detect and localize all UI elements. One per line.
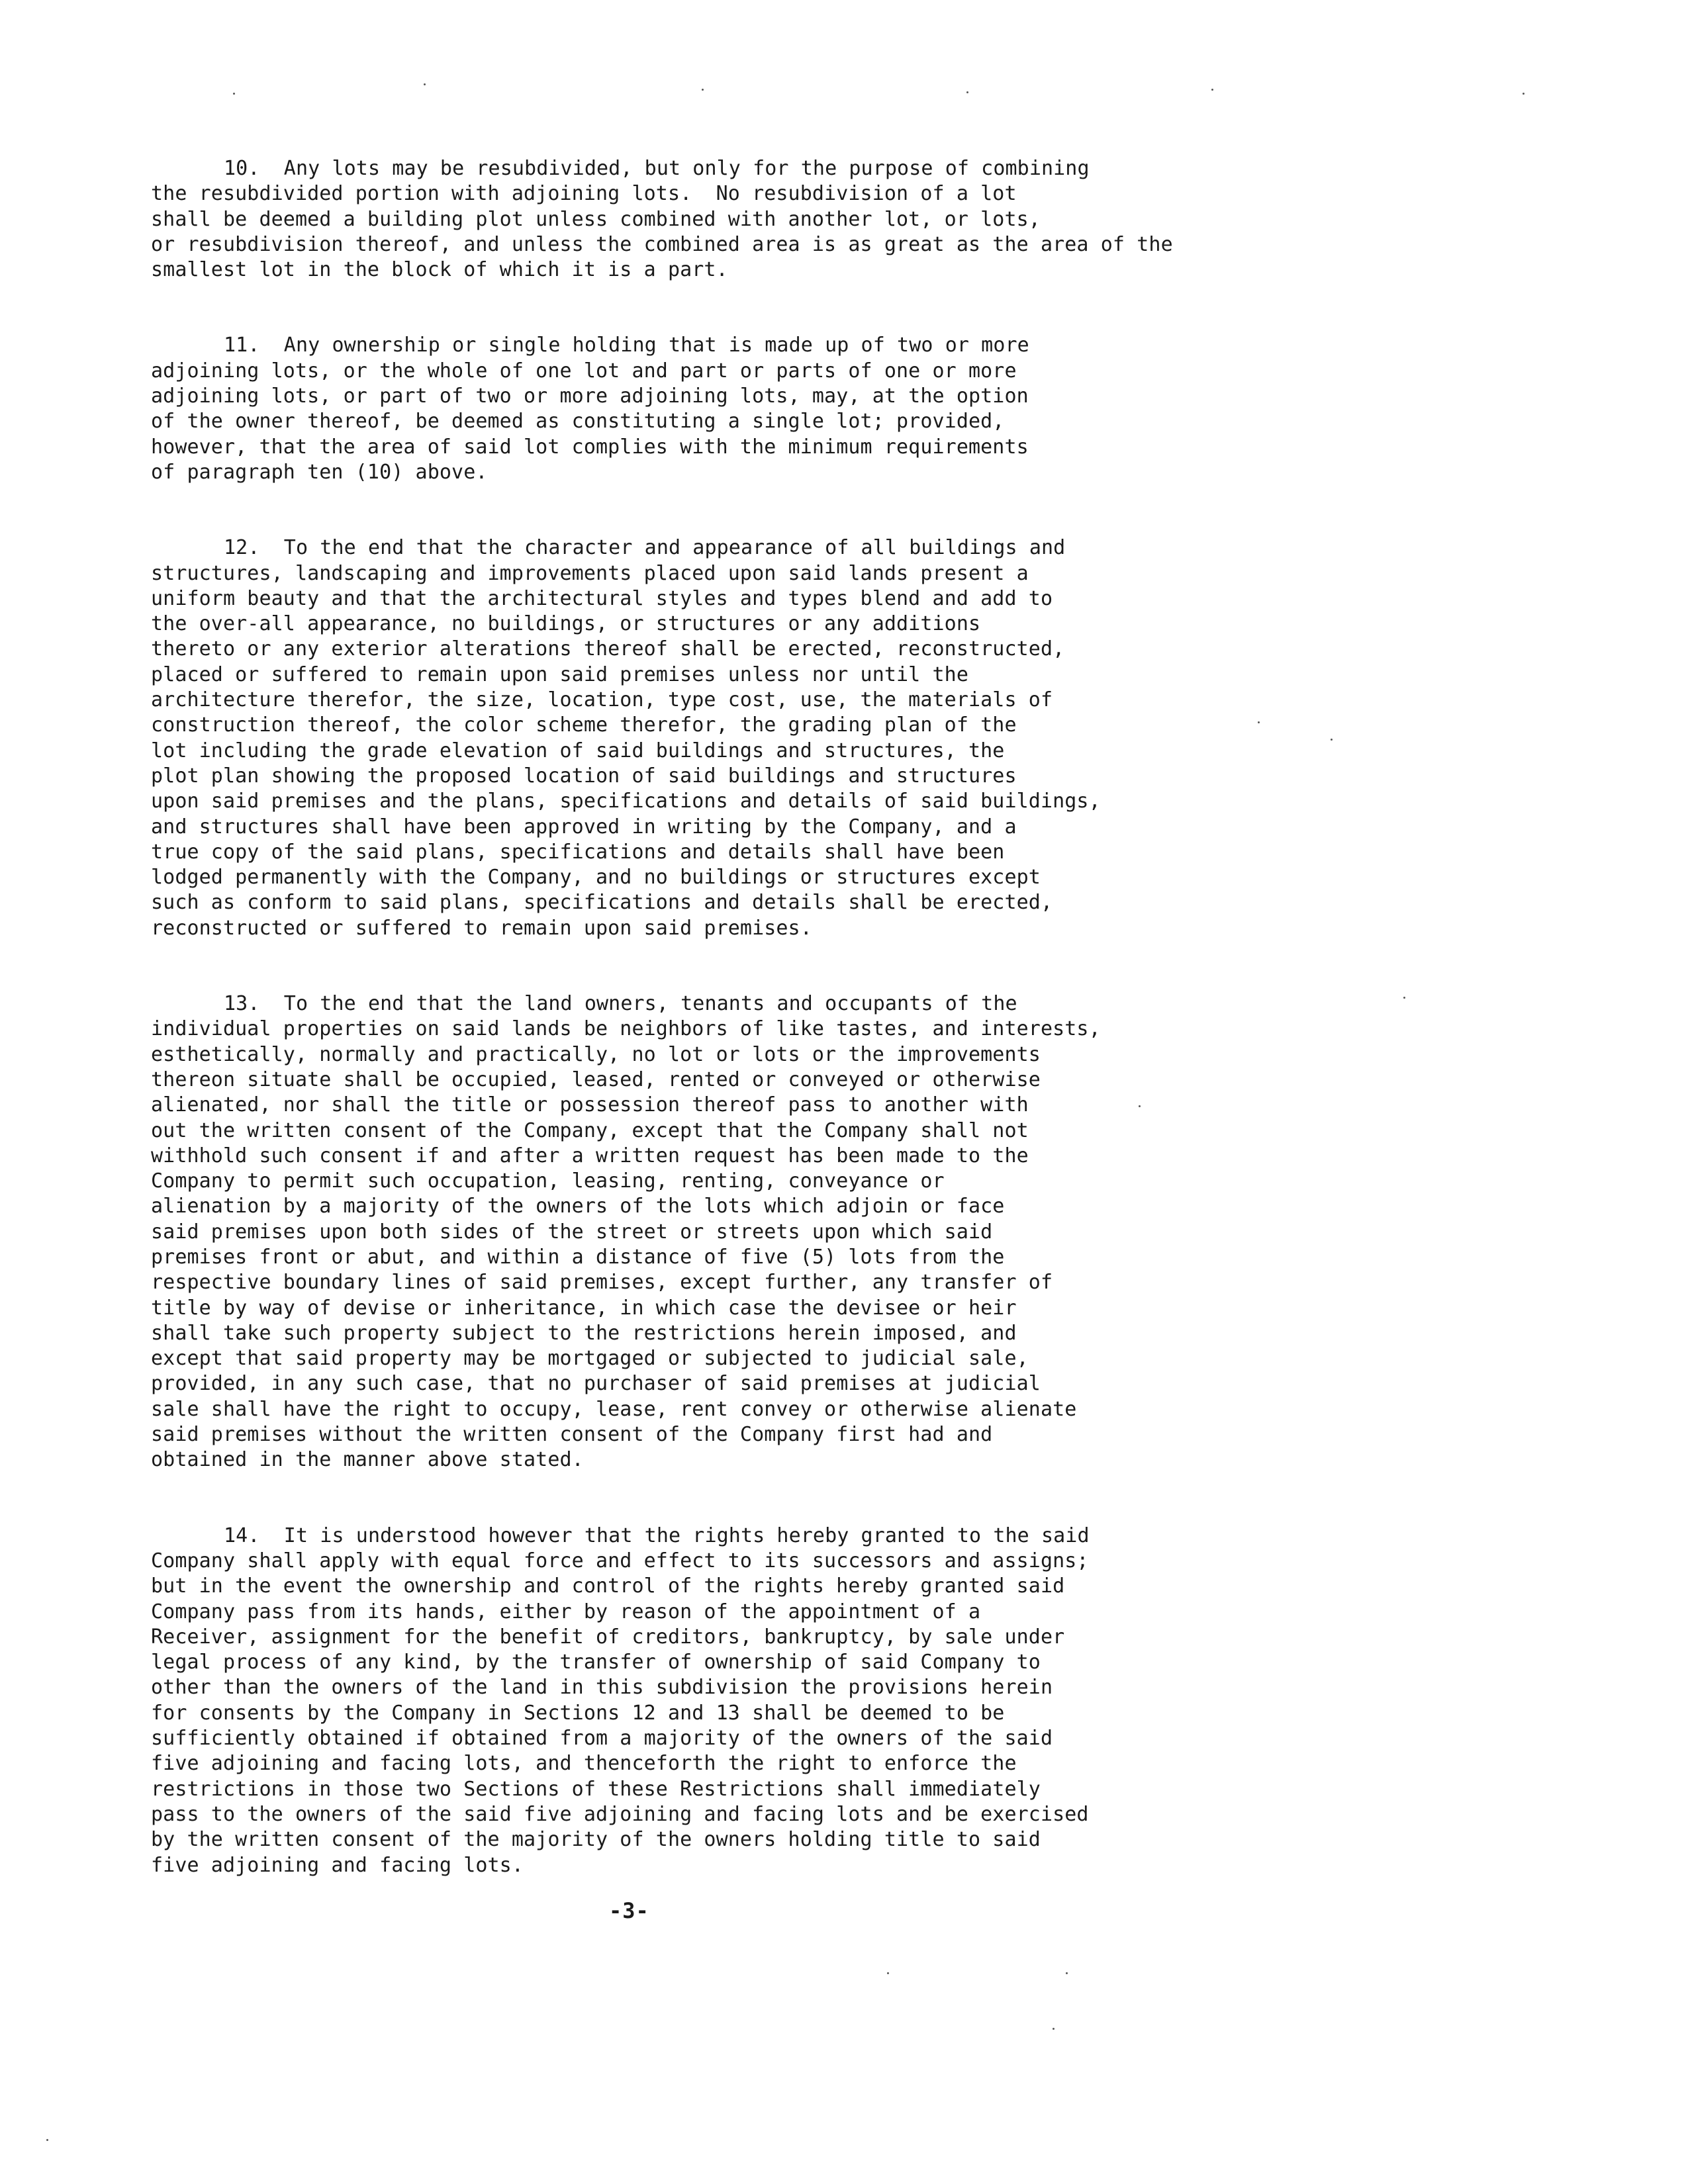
paragraph-11	[151, 333, 1250, 485]
scan-speck	[1523, 93, 1524, 95]
text-line: alienated, nor shall the title or possession thereof pass to another with	[151, 1093, 1029, 1117]
text-line: sale shall have the right to occupy, lease, rent convey or otherwise alienate	[151, 1397, 1077, 1421]
text-line: other than the owners of the land in this subdivision the provisions herein	[151, 1676, 1053, 1700]
scan-speck	[1331, 739, 1333, 741]
scan-speck	[46, 2139, 48, 2141]
text-line: true copy of the said plans, specifications and details shall have been	[151, 840, 1005, 864]
scan-speck	[966, 91, 968, 93]
text-line: five adjoining and facing lots, and thenceforth the right to enforce the	[151, 1752, 1017, 1776]
text-line: provided, in any such case, that no purchaser of said premises at judicial	[151, 1372, 1041, 1396]
text-line: structures, landscaping and improvements placed upon said lands present a	[151, 561, 1029, 585]
text-line: withhold such consent if and after a written request has been made to the	[151, 1144, 1029, 1167]
text-line: of the owner thereof, be deemed as constituting a single lot; provided,	[151, 410, 1005, 433]
text-line: plot plan showing the proposed location of said buildings and structures	[151, 764, 1017, 788]
text-line: reconstructed or suffered to remain upon said premises.	[151, 916, 812, 940]
text-line: Company pass from its hands, either by reason of the appointment of a	[151, 1600, 981, 1623]
text-line: of paragraph ten (10) above.	[151, 460, 488, 484]
text-line: Receiver, assignment for the benefit of creditors, bankruptcy, by sale under	[151, 1625, 1065, 1649]
text-line: adjoining lots, or part of two or more adjoining lots, may, at the option	[151, 385, 1029, 408]
scan-speck	[1403, 997, 1405, 999]
text-line: five adjoining and facing lots.	[151, 1853, 524, 1877]
text-line: lodged permanently with the Company, and no buildings or structures except	[151, 866, 1041, 889]
text-line: said premises without the written consent of the Company first had and	[151, 1423, 993, 1447]
paragraph-12	[151, 535, 1250, 941]
text-line: such as conform to said plans, specifications and details shall be erected,	[151, 891, 1053, 915]
scan-speck	[1066, 1972, 1068, 1974]
text-line: except that said property may be mortgaged or subjected to judicial sale,	[151, 1347, 1029, 1371]
page-number: -3-	[609, 1898, 649, 1923]
scan-speck	[424, 83, 426, 85]
text-line: lot including the grade elevation of said buildings and structures, the	[151, 739, 1005, 762]
text-line: 11. Any ownership or single holding that is made up of two or more	[224, 334, 1029, 357]
text-line: uniform beauty and that the architectural styles and types blend and add to	[151, 586, 1053, 610]
paragraph-10	[151, 156, 1250, 283]
text-line: legal process of any kind, by the transfer of ownership of said Company to	[151, 1651, 1041, 1674]
text-line: the resubdivided portion with adjoining lots. No resubdivision of a lot	[151, 182, 1017, 206]
scan-speck	[233, 93, 235, 95]
text-line: said premises upon both sides of the street or streets upon which said	[151, 1220, 993, 1244]
text-line: adjoining lots, or the whole of one lot and part or parts of one or more	[151, 359, 1017, 383]
text-line: the over-all appearance, no buildings, or structures or any additions	[151, 612, 981, 636]
text-line: upon said premises and the plans, specifications and details of said buildings,	[151, 790, 1101, 813]
text-line: out the written consent of the Company, except that the Company shall not	[151, 1118, 1029, 1142]
scan-speck	[1258, 721, 1260, 723]
text-line: 14. It is understood however that the rights hereby granted to the said	[224, 1524, 1090, 1547]
document-body	[151, 156, 1250, 1929]
text-line: shall take such property subject to the restrictions herein imposed, and	[151, 1321, 1017, 1345]
text-line: shall be deemed a building plot unless combined with another lot, or lots,	[151, 207, 1041, 231]
text-line: alienation by a majority of the owners of the lots which adjoin or face	[151, 1195, 1005, 1218]
text-line: thereto or any exterior alterations thereof shall be erected, reconstructed,	[151, 637, 1065, 661]
text-line: placed or suffered to remain upon said premises unless nor until the	[151, 662, 968, 686]
text-line: sufficiently obtained if obtained from a majority of the owners of the said	[151, 1727, 1053, 1751]
text-line: construction thereof, the color scheme therefor, the grading plan of the	[151, 713, 1017, 737]
text-line: or resubdivision thereof, and unless the combined area is as great as the area of the	[151, 232, 1173, 256]
text-line: smallest lot in the block of which it is a part.	[151, 258, 728, 282]
text-line: 13. To the end that the land owners, tenants and occupants of the	[224, 992, 1017, 1016]
text-line: 10. Any lots may be resubdivided, but only for the purpose of combining	[224, 157, 1090, 180]
text-line: however, that the area of said lot complies with the minimum requirements	[151, 435, 1029, 459]
text-line: and structures shall have been approved in writing by the Company, and a	[151, 815, 1017, 839]
text-line: thereon situate shall be occupied, leased, rented or conveyed or otherwise	[151, 1068, 1041, 1091]
scan-speck	[1211, 89, 1213, 91]
text-line: premises front or abut, and within a distance of five (5) lots from the	[151, 1245, 1005, 1269]
text-line: respective boundary lines of said premises, except further, any transfer of	[151, 1271, 1053, 1295]
scan-speck	[1139, 1105, 1141, 1107]
text-line: by the written consent of the majority of the owners holding title to said	[151, 1828, 1041, 1852]
text-line: architecture therefor, the size, location, type cost, use, the materials of	[151, 688, 1053, 712]
text-line: esthetically, normally and practically, no lot or lots or the improvements	[151, 1042, 1041, 1066]
text-line: Company to permit such occupation, leasing, renting, conveyance or	[151, 1169, 945, 1193]
scan-speck	[1053, 2028, 1055, 2030]
paragraph-13	[151, 991, 1250, 1473]
scan-speck	[887, 1972, 889, 1974]
paragraph-14	[151, 1524, 1250, 1878]
text-line: 12. To the end that the character and appearance of all buildings and	[224, 536, 1066, 560]
text-line: title by way of devise or inheritance, in which case the devisee or heir	[151, 1296, 1017, 1320]
text-line: individual properties on said lands be neighbors of like tastes, and interests,	[151, 1017, 1101, 1041]
text-line: but in the event the ownership and control of the rights hereby granted said	[151, 1574, 1065, 1598]
text-line: obtained in the manner above stated.	[151, 1448, 584, 1472]
text-line: Company shall apply with equal force and effect to its successors and assigns;	[151, 1549, 1089, 1572]
text-line: restrictions in those two Sections of these Restrictions shall immediately	[151, 1777, 1041, 1801]
text-line: for consents by the Company in Sections 12 and 13 shall be deemed to be	[151, 1701, 1005, 1725]
scan-speck	[702, 89, 704, 91]
text-line: pass to the owners of the said five adjoining and facing lots and be exercised	[151, 1802, 1089, 1826]
